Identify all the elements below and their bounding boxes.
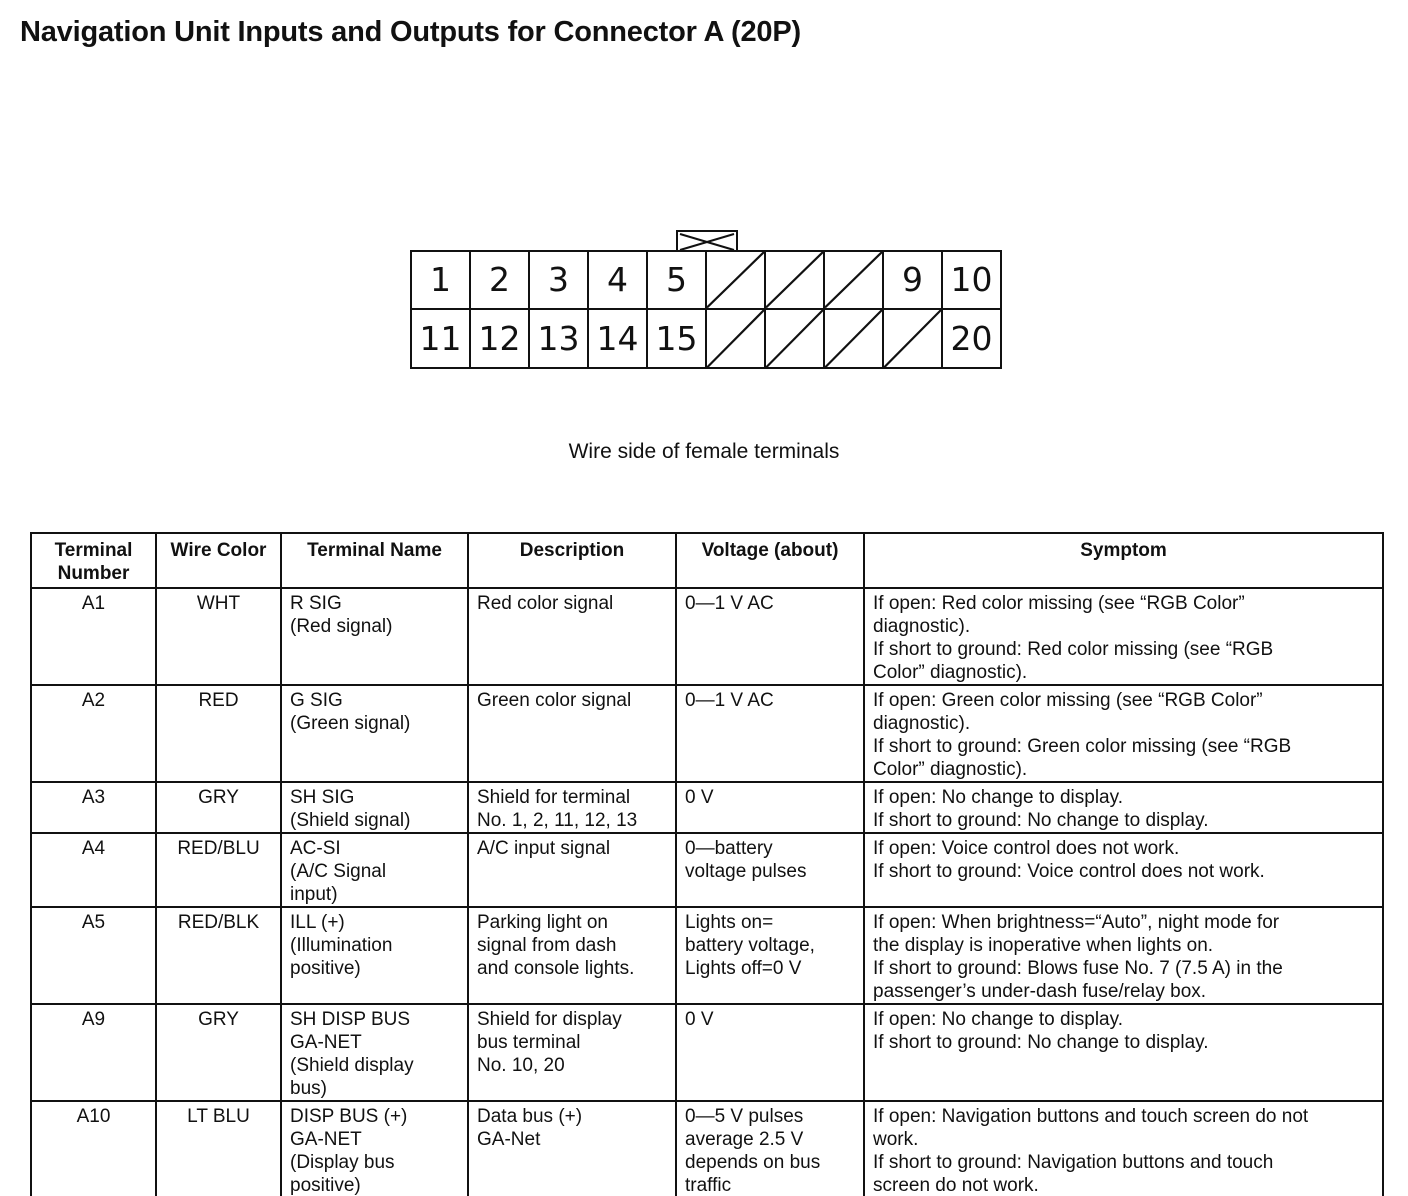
description-cell [468,1101,676,1196]
description-line: A/C input signal [477,838,611,859]
terminal-name-cell [281,907,468,1004]
symptom-line: If short to ground: Navigation buttons and touch [873,1152,1274,1173]
voltage-cell [676,833,864,907]
symptom-line: diagnostic). [873,713,971,734]
wire-color-cell: WHT [156,588,281,685]
page-title: Navigation Unit Inputs and Outputs for Connector A (20P) [20,16,801,48]
terminal-name-line: positive) [290,958,361,979]
pin-11: 11 [412,310,471,368]
table-header-row [31,533,1383,588]
symptom-cell [864,833,1383,907]
pin-4: 4 [589,252,648,308]
symptom-line: If open: Navigation buttons and touch screen do not [873,1106,1309,1127]
symptom-line: Color” diagnostic). [873,759,1028,780]
terminal-name-line: (Green signal) [290,713,411,734]
symptom-line: If open: No change to display. [873,1009,1123,1030]
unused-pin-cell [825,310,884,368]
symptom-cell [864,685,1383,782]
connector-caption: Wire side of female terminals [568,440,840,463]
pin-3: 3 [530,252,589,308]
connector-diagram [410,250,1002,369]
unused-pin-cell [825,252,884,308]
description-line: and console lights. [477,958,635,979]
symptom-line: If short to ground: Blows fuse No. 7 (7.5 A) in the [873,958,1283,979]
table-row [31,588,1383,685]
description-line: No. 1, 2, 11, 12, 13 [477,810,638,831]
terminal-name-cell [281,782,468,833]
symptom-line: If short to ground: Voice control does not work. [873,861,1265,882]
unused-slash-icon [825,310,882,368]
description-cell [468,833,676,907]
wire-color-cell: GRY [156,1004,281,1101]
voltage-line: average 2.5 V [685,1129,804,1150]
terminal-number-cell: A1 [31,588,156,685]
table-row [31,1101,1383,1196]
description-cell [468,1004,676,1101]
header-description: Description [468,533,676,588]
header-terminal-name: Terminal Name [281,533,468,588]
voltage-line: 0—battery [685,838,773,859]
unused-slash-icon [707,252,764,308]
description-line: GA-Net [477,1129,541,1150]
terminal-name-line: (Shield signal) [290,810,411,831]
terminal-name-line: SH SIG [290,787,355,808]
description-line: signal from dash [477,935,617,956]
symptom-line: work. [873,1129,919,1150]
symptom-line: If open: Red color missing (see “RGB Color” [873,593,1245,614]
unused-pin-cell [707,252,766,308]
terminal-name-line: (Display bus [290,1152,395,1173]
connector-latch [676,230,738,252]
terminal-name-line: SH DISP BUS [290,1009,411,1030]
terminal-name-line: ILL (+) [290,912,345,933]
terminal-number-cell: A10 [31,1101,156,1196]
unused-pin-cell [707,310,766,368]
pin-9: 9 [884,252,943,308]
voltage-cell [676,1101,864,1196]
voltage-cell [676,588,864,685]
terminal-name-line: GA-NET [290,1032,362,1053]
voltage-line: 0 V [685,1009,714,1030]
voltage-cell [676,907,864,1004]
voltage-line: voltage pulses [685,861,807,882]
pin-15: 15 [648,310,707,368]
terminal-number-cell: A5 [31,907,156,1004]
unused-pin-cell [766,252,825,308]
pin-20: 20 [950,318,993,358]
wire-color-cell: RED/BLK [156,907,281,1004]
wire-color-cell: RED/BLU [156,833,281,907]
symptom-line: screen do not work. [873,1175,1039,1196]
voltage-line: 0—1 V AC [685,690,774,711]
terminal-name-line: DISP BUS (+) [290,1106,408,1127]
terminal-name-line: AC-SI [290,838,341,859]
voltage-line: 0 V [685,787,714,808]
header-symptom: Symptom [864,533,1383,588]
wire-color-cell: GRY [156,782,281,833]
voltage-line: depends on bus [685,1152,821,1173]
unused-slash-icon [707,310,764,368]
description-line: Shield for display [477,1009,622,1030]
description-cell [468,782,676,833]
pin-10: 10 [950,260,993,300]
symptom-line: If open: Green color missing (see “RGB Color” [873,690,1263,711]
pin-12: 12 [471,310,530,368]
terminal-name-cell [281,685,468,782]
voltage-line: battery voltage, [685,935,815,956]
unused-slash-icon [766,252,823,308]
header-wire-color: Wire Color [156,533,281,588]
description-line: Data bus (+) [477,1106,583,1127]
connector-bottom-row [412,310,1000,368]
terminal-name-line: input) [290,884,338,905]
pinout-table [30,532,1384,1196]
symptom-line: If short to ground: No change to display. [873,1032,1209,1053]
table-row [31,907,1383,1004]
voltage-cell [676,782,864,833]
terminal-name-cell [281,588,468,685]
terminal-name-line: GA-NET [290,1129,362,1150]
terminal-name-line: R SIG [290,593,342,614]
pin-5: 5 [648,252,707,308]
description-line: Shield for terminal [477,787,631,808]
symptom-line: Color” diagnostic). [873,662,1028,683]
terminal-name-line: G SIG [290,690,343,711]
terminal-name-line: (Shield display [290,1055,414,1076]
table-row [31,685,1383,782]
terminal-name-line: (A/C Signal [290,861,387,882]
voltage-cell [676,1004,864,1101]
terminal-name-line: (Red signal) [290,616,393,637]
wire-color-cell: LT BLU [156,1101,281,1196]
symptom-line: passenger’s under-dash fuse/relay box. [873,981,1207,1002]
description-line: Green color signal [477,690,632,711]
description-line: Parking light on [477,912,608,933]
unused-pin-cell [766,310,825,368]
latch-cross-icon [678,232,736,252]
unused-pin-cell [884,310,943,368]
symptom-cell [864,588,1383,685]
terminal-name-line: positive) [290,1175,361,1196]
symptom-line: If short to ground: Green color missing (see “RGB [873,736,1292,757]
header-voltage: Voltage (about) [676,533,864,588]
symptom-line: diagnostic). [873,616,971,637]
table-row [31,782,1383,833]
description-cell [468,588,676,685]
voltage-line: 0—5 V pulses [685,1106,804,1127]
symptom-line: If short to ground: Red color missing (see “RGB [873,639,1274,660]
wire-color-cell: RED [156,685,281,782]
connector-top-row [412,252,1000,310]
symptom-line: If short to ground: No change to display. [873,810,1209,831]
terminal-number-cell: A4 [31,833,156,907]
terminal-name-cell [281,1101,468,1196]
terminal-number-cell: A2 [31,685,156,782]
description-cell [468,907,676,1004]
symptom-cell [864,1004,1383,1101]
unused-slash-icon [884,310,941,368]
symptom-line: If open: No change to display. [873,787,1123,808]
header-terminal-number: Terminal Number [31,533,156,588]
voltage-cell [676,685,864,782]
description-line: No. 10, 20 [477,1055,565,1076]
voltage-line: Lights off=0 V [685,958,802,979]
symptom-line: If open: Voice control does not work. [873,838,1180,859]
description-line: Red color signal [477,593,614,614]
pin-2: 2 [471,252,530,308]
symptom-cell [864,907,1383,1004]
table-row [31,833,1383,907]
terminal-number-cell: A9 [31,1004,156,1101]
voltage-line: 0—1 V AC [685,593,774,614]
description-cell [468,685,676,782]
terminal-name-line: (Illumination [290,935,393,956]
symptom-line: the display is inoperative when lights on. [873,935,1214,956]
terminal-name-cell [281,833,468,907]
pin-14: 14 [589,310,648,368]
pin-1: 1 [412,252,471,308]
symptom-cell [864,782,1383,833]
terminal-name-cell [281,1004,468,1101]
symptom-cell [864,1101,1383,1196]
terminal-name-line: bus) [290,1078,327,1099]
voltage-line: traffic [685,1175,732,1196]
table-row [31,1004,1383,1101]
description-line: bus terminal [477,1032,581,1053]
unused-slash-icon [766,310,823,368]
terminal-number-cell: A3 [31,782,156,833]
unused-slash-icon [825,252,882,308]
pin-13: 13 [530,310,589,368]
symptom-line: If open: When brightness=“Auto”, night mode for [873,912,1280,933]
voltage-line: Lights on= [685,912,774,933]
